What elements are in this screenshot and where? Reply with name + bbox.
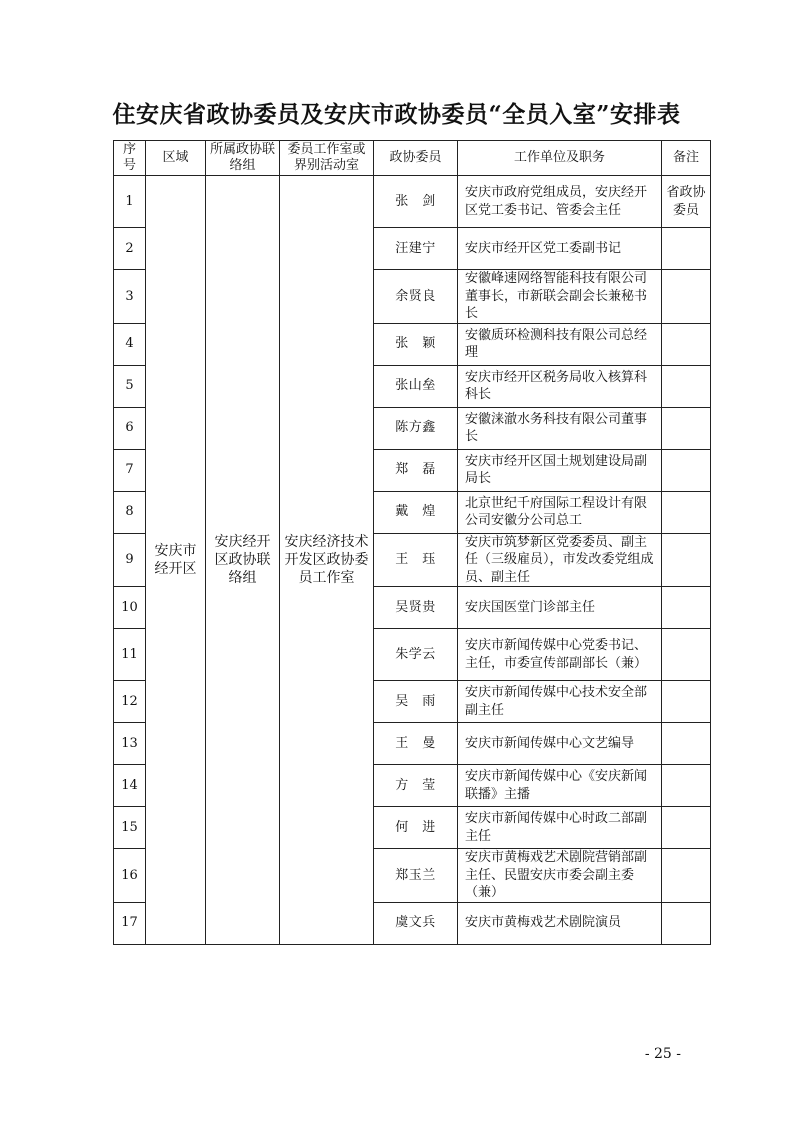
seq-cell: 2 <box>114 228 146 270</box>
table-header-row <box>114 141 711 176</box>
seq-cell: 15 <box>114 807 146 849</box>
seq-cell: 17 <box>114 902 146 944</box>
header-note: 备注 <box>662 141 711 176</box>
seq-cell: 7 <box>114 449 146 491</box>
note-cell <box>662 407 711 449</box>
unit-cell: 安庆市新闻传媒中心时政二部副主任 <box>458 807 662 849</box>
note-cell <box>662 449 711 491</box>
member-name-cell: 吴贤贵 <box>374 587 458 629</box>
unit-cell: 安庆市政府党组成员，安庆经开区党工委书记、管委会主任 <box>458 176 662 228</box>
note-cell <box>662 629 711 681</box>
studio-cell: 安庆经济技术开发区政协委员工作室 <box>280 176 374 945</box>
unit-cell: 安庆市新闻传媒中心文艺编导 <box>458 723 662 765</box>
seq-cell: 9 <box>114 533 146 587</box>
seq-cell: 6 <box>114 407 146 449</box>
member-name-cell: 郑 磊 <box>374 449 458 491</box>
member-name-cell: 方 莹 <box>374 765 458 807</box>
note-cell <box>662 491 711 533</box>
member-name-cell: 何 进 <box>374 807 458 849</box>
header-member: 政协委员 <box>374 141 458 176</box>
seq-cell: 13 <box>114 723 146 765</box>
unit-cell: 安庆国医堂门诊部主任 <box>458 587 662 629</box>
note-cell <box>662 723 711 765</box>
member-name-cell: 朱学云 <box>374 629 458 681</box>
unit-cell: 安庆市筑梦新区党委委员、副主任（三级雇员），市发改委党组成员、副主任 <box>458 533 662 587</box>
member-name-cell: 吴 雨 <box>374 681 458 723</box>
member-name-cell: 陈方鑫 <box>374 407 458 449</box>
page-title: 住安庆省政协委员及安庆市政协委员“全员入室”安排表 <box>112 101 681 128</box>
unit-cell: 安庆市新闻传媒中心技术安全部副主任 <box>458 681 662 723</box>
note-cell <box>662 270 711 324</box>
header-seq: 序号 <box>114 141 146 176</box>
page-number: - 25 - <box>644 1046 681 1062</box>
seq-cell: 10 <box>114 587 146 629</box>
unit-cell: 北京世纪千府国际工程设计有限公司安徽分公司总工 <box>458 491 662 533</box>
unit-cell: 安徽质环检测科技有限公司总经理 <box>458 323 662 365</box>
note-cell <box>662 323 711 365</box>
member-name-cell: 汪建宁 <box>374 228 458 270</box>
table-row <box>114 176 711 228</box>
member-name-cell: 余贤良 <box>374 270 458 324</box>
note-cell <box>662 533 711 587</box>
seq-cell: 14 <box>114 765 146 807</box>
seq-cell: 11 <box>114 629 146 681</box>
unit-cell: 安庆市新闻传媒中心党委书记、主任，市委宣传部副部长（兼） <box>458 629 662 681</box>
header-unit: 工作单位及职务 <box>458 141 662 176</box>
seq-cell: 12 <box>114 681 146 723</box>
note-cell <box>662 365 711 407</box>
header-region: 区域 <box>146 141 206 176</box>
unit-cell: 安徽涞澈水务科技有限公司董事长 <box>458 407 662 449</box>
note-cell <box>662 228 711 270</box>
header-studio: 委员工作室或界别活动室 <box>280 141 374 176</box>
committee-roster-table <box>113 140 711 945</box>
member-name-cell: 郑玉兰 <box>374 849 458 903</box>
unit-cell: 安庆市黄梅戏艺术剧院演员 <box>458 902 662 944</box>
note-cell <box>662 587 711 629</box>
group-cell: 安庆经开区政协联络组 <box>206 176 280 945</box>
note-cell <box>662 765 711 807</box>
member-name-cell: 王 曼 <box>374 723 458 765</box>
seq-cell: 16 <box>114 849 146 903</box>
member-name-cell: 虞文兵 <box>374 902 458 944</box>
unit-cell: 安徽峰速网络智能科技有限公司董事长，市新联会副会长兼秘书长 <box>458 270 662 324</box>
seq-cell: 1 <box>114 176 146 228</box>
header-group: 所属政协联络组 <box>206 141 280 176</box>
note-cell <box>662 849 711 903</box>
member-name-cell: 张 剑 <box>374 176 458 228</box>
note-cell <box>662 807 711 849</box>
seq-cell: 8 <box>114 491 146 533</box>
unit-cell: 安庆市经开区国土规划建设局副局长 <box>458 449 662 491</box>
note-cell: 省政协委员 <box>662 176 711 228</box>
region-cell: 安庆市经开区 <box>146 176 206 945</box>
seq-cell: 4 <box>114 323 146 365</box>
member-name-cell: 张 颖 <box>374 323 458 365</box>
member-name-cell: 张山垒 <box>374 365 458 407</box>
seq-cell: 5 <box>114 365 146 407</box>
unit-cell: 安庆市经开区税务局收入核算科科长 <box>458 365 662 407</box>
seq-cell: 3 <box>114 270 146 324</box>
note-cell <box>662 902 711 944</box>
table-body <box>114 176 711 945</box>
unit-cell: 安庆市黄梅戏艺术剧院营销部副主任、民盟安庆市委会副主委（兼） <box>458 849 662 903</box>
note-cell <box>662 681 711 723</box>
unit-cell: 安庆市经开区党工委副书记 <box>458 228 662 270</box>
member-name-cell: 王 珏 <box>374 533 458 587</box>
unit-cell: 安庆市新闻传媒中心《安庆新闻联播》主播 <box>458 765 662 807</box>
member-name-cell: 戴 煌 <box>374 491 458 533</box>
